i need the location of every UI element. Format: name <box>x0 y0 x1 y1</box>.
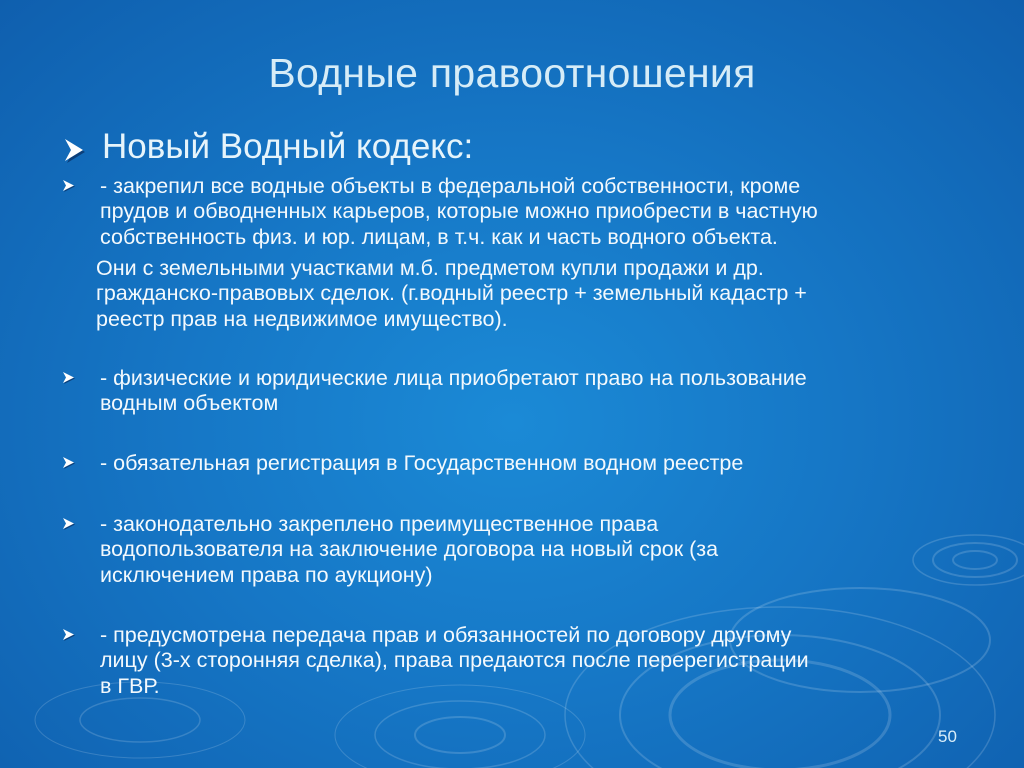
list-item-text: - обязательная регистрация в Государственном водном реестре <box>100 451 744 475</box>
page-number: 50 <box>938 727 957 746</box>
small-arrow-bullet-icon <box>62 456 75 469</box>
list-item-text: - предусмотрена передача прав и обязанностей по договору другому лицу (3-х сторонняя сделка), права предаются после перерегистрации в ГВР. <box>100 623 809 698</box>
list-item-text: - законодательно закреплено преимущественное права водопользователя на заключение договора на новый срок (за исключением права по аукциону) <box>100 512 719 587</box>
note-paragraph: Они с земельными участками м.б. предметом купли продажи и др. гражданско-правовых сделок. (г.водный реестр + земельный кадастр + реестр прав на недвижимое имущество). <box>96 256 807 331</box>
list-item-text: - закрепил все водные объекты в федеральной собственности, кроме прудов и обводненных карьеров, которые можно приобрести в частную собственность физ. и юр. лицам, в т.ч. как и часть водного объекта. <box>100 174 818 249</box>
small-arrow-bullet-icon <box>62 179 75 192</box>
arrow-bullet-icon <box>62 137 86 163</box>
small-arrow-bullet-icon <box>62 371 75 384</box>
list-item-text: - физические и юридические лица приобретают право на пользование водным объектом <box>100 366 807 416</box>
slide-subtitle: Новый Водный кодекс: <box>102 127 474 166</box>
small-arrow-bullet-icon <box>62 628 75 641</box>
small-arrow-bullet-icon <box>62 517 75 530</box>
slide-title: Водные правоотношения <box>268 50 756 96</box>
